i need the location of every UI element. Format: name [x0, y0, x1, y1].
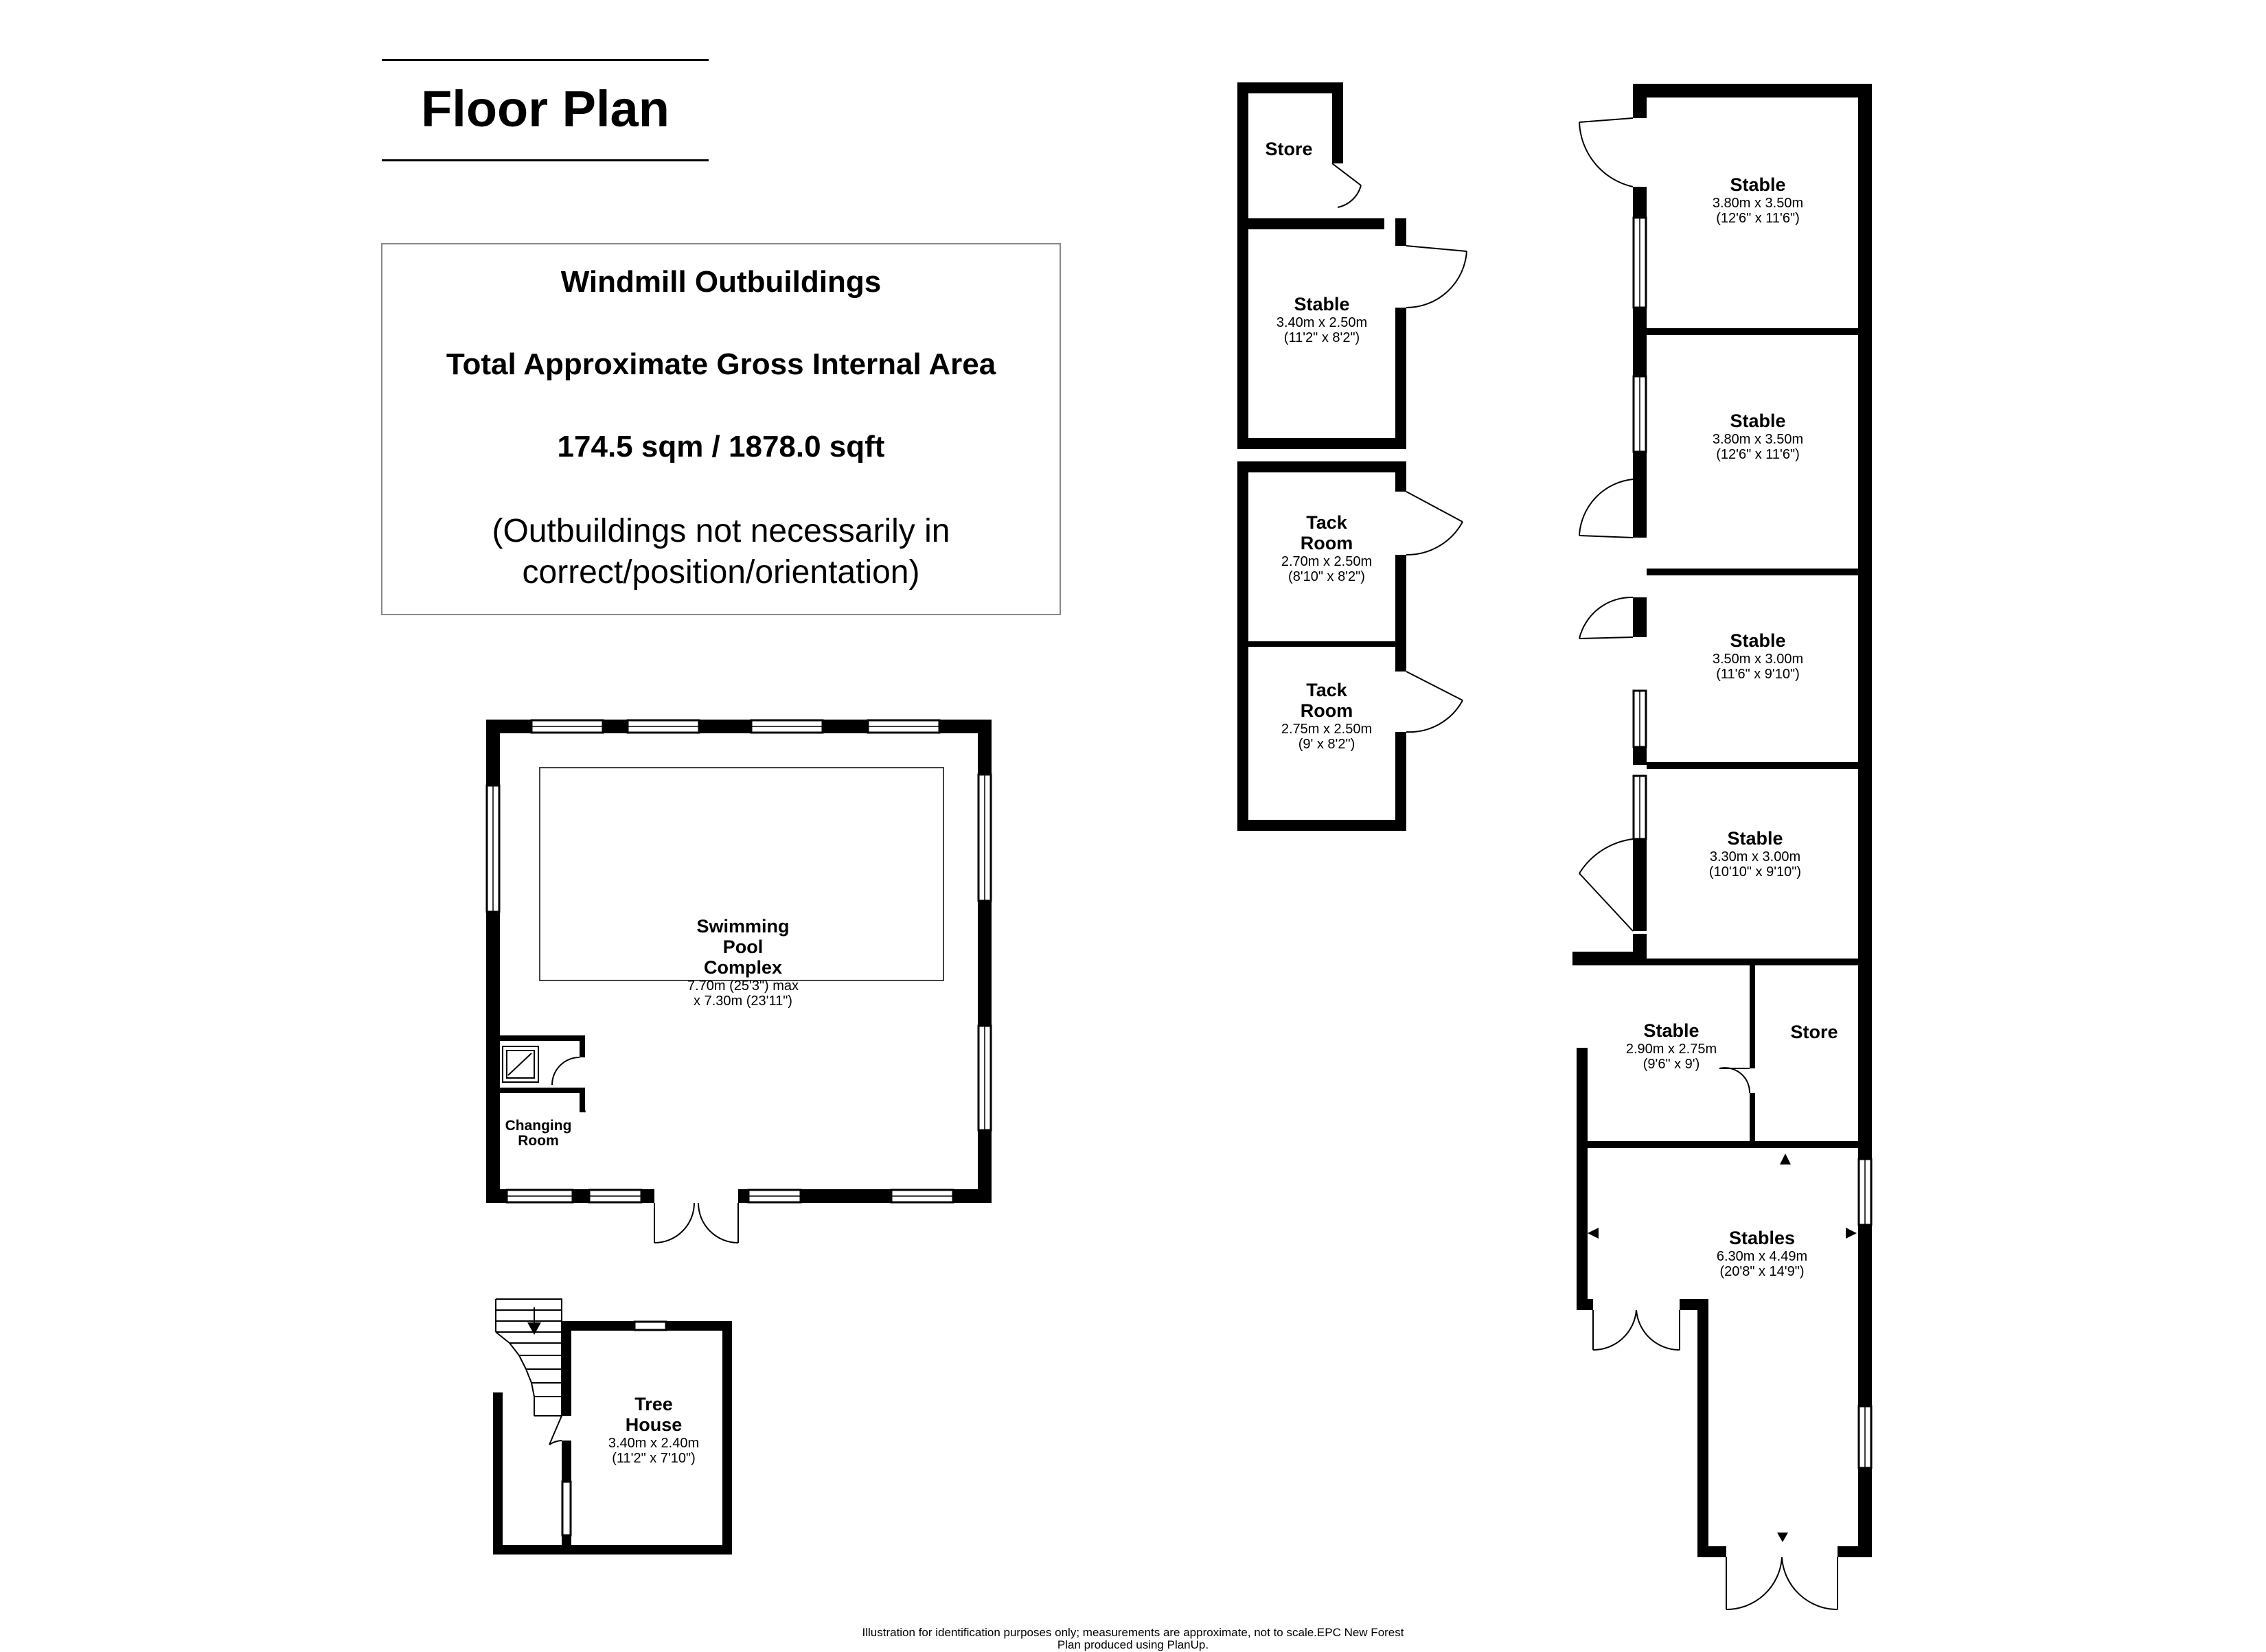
stairs-arrow-icon [527, 1322, 541, 1335]
arrow-left-icon [1588, 1228, 1599, 1239]
windows [487, 218, 1871, 1535]
pool-label: Swimming [696, 916, 790, 937]
area-label: Total Approximate Gross Internal Area [446, 347, 996, 381]
area-value: 174.5 sqm / 1878.0 sqft [557, 430, 885, 463]
tree-house-imperial: (11'2" x 7'10") [612, 1451, 696, 1466]
tack-room-1-label: Tack [1306, 512, 1347, 533]
note-line-2: correct/position/orientation) [522, 554, 920, 590]
stable-5-label: Stable [1643, 1020, 1700, 1041]
tack-room-2-imperial: (9' x 8'2") [1298, 737, 1355, 752]
tree-house-metric: 3.40m x 2.40m [608, 1436, 700, 1451]
changing-room-label-2: Room [518, 1133, 559, 1149]
stable-2-imperial: (12'6" x 11'6") [1716, 447, 1800, 462]
pool-label-3: Complex [703, 957, 783, 978]
stable-4-metric: 3.30m x 3.00m [1709, 849, 1801, 864]
stable-small-imperial: (11'2" x 8'2") [1283, 330, 1360, 345]
stable-4-label: Stable [1727, 828, 1783, 849]
stable-2-metric: 3.80m x 3.50m [1712, 432, 1804, 447]
walls [486, 82, 1872, 1557]
store-small-label: Store [1265, 139, 1313, 159]
arrow-down-icon [1777, 1533, 1788, 1542]
stable-small-metric: 3.40m x 2.50m [1276, 315, 1368, 330]
stable-3-imperial: (11'6" x 9'10") [1716, 667, 1800, 682]
stable-1-metric: 3.80m x 3.50m [1712, 196, 1804, 211]
pool-dim-2: x 7.30m (23'11") [694, 994, 792, 1009]
tree-house-label-2: House [625, 1414, 683, 1435]
tack-room-1-imperial: (8'10" x 8'2") [1288, 569, 1365, 584]
arrow-right-icon [1846, 1228, 1857, 1239]
stables-label: Stables [1728, 1228, 1796, 1248]
entrance-arrows [1588, 1154, 1857, 1542]
tack-room-2-label-2: Room [1300, 700, 1353, 721]
tack-room-2-label: Tack [1306, 680, 1347, 700]
stables-imperial: (20'8" x 14'9") [1719, 1264, 1805, 1279]
pool-dim-1: 7.70m (25'3") max [687, 978, 799, 994]
stable-5-metric: 2.90m x 2.75m [1625, 1042, 1717, 1057]
stable-2-label: Stable [1730, 411, 1786, 431]
tree-house-label: Tree [634, 1394, 673, 1414]
stable-3-metric: 3.50m x 3.00m [1712, 652, 1804, 667]
staircase [496, 1299, 562, 1416]
tack-room-1-label-2: Room [1300, 533, 1353, 553]
page-title: Floor Plan [421, 80, 670, 137]
footer-disclaimer: Illustration for identification purposes only; measurements are approximate, not to scale.EPC New Forest [862, 1626, 1404, 1639]
arrow-up-icon [1780, 1154, 1791, 1165]
property-name: Windmill Outbuildings [560, 265, 882, 299]
note-line-1: (Outbuildings not necessarily in [492, 513, 950, 549]
shower-tray [503, 1046, 538, 1082]
stable-3-label: Stable [1730, 630, 1786, 651]
window-glazing [493, 218, 1865, 1468]
stable-small-label: Stable [1294, 294, 1350, 314]
pool-label-2: Pool [722, 937, 764, 957]
stable-1-label: Stable [1730, 174, 1786, 195]
tack-room-1-metric: 2.70m x 2.50m [1281, 554, 1373, 569]
store-right-label: Store [1790, 1022, 1838, 1042]
changing-room-label: Changing [505, 1118, 572, 1134]
tack-room-2-metric: 2.75m x 2.50m [1281, 722, 1373, 737]
stable-4-imperial: (10'10" x 9'10") [1708, 864, 1802, 880]
stables-metric: 6.30m x 4.49m [1716, 1249, 1808, 1264]
stable-5-imperial: (9'6" x 9') [1643, 1057, 1700, 1072]
stable-1-imperial: (12'6" x 11'6") [1716, 211, 1800, 226]
footer-credit: Plan produced using PlanUp. [1057, 1638, 1209, 1651]
